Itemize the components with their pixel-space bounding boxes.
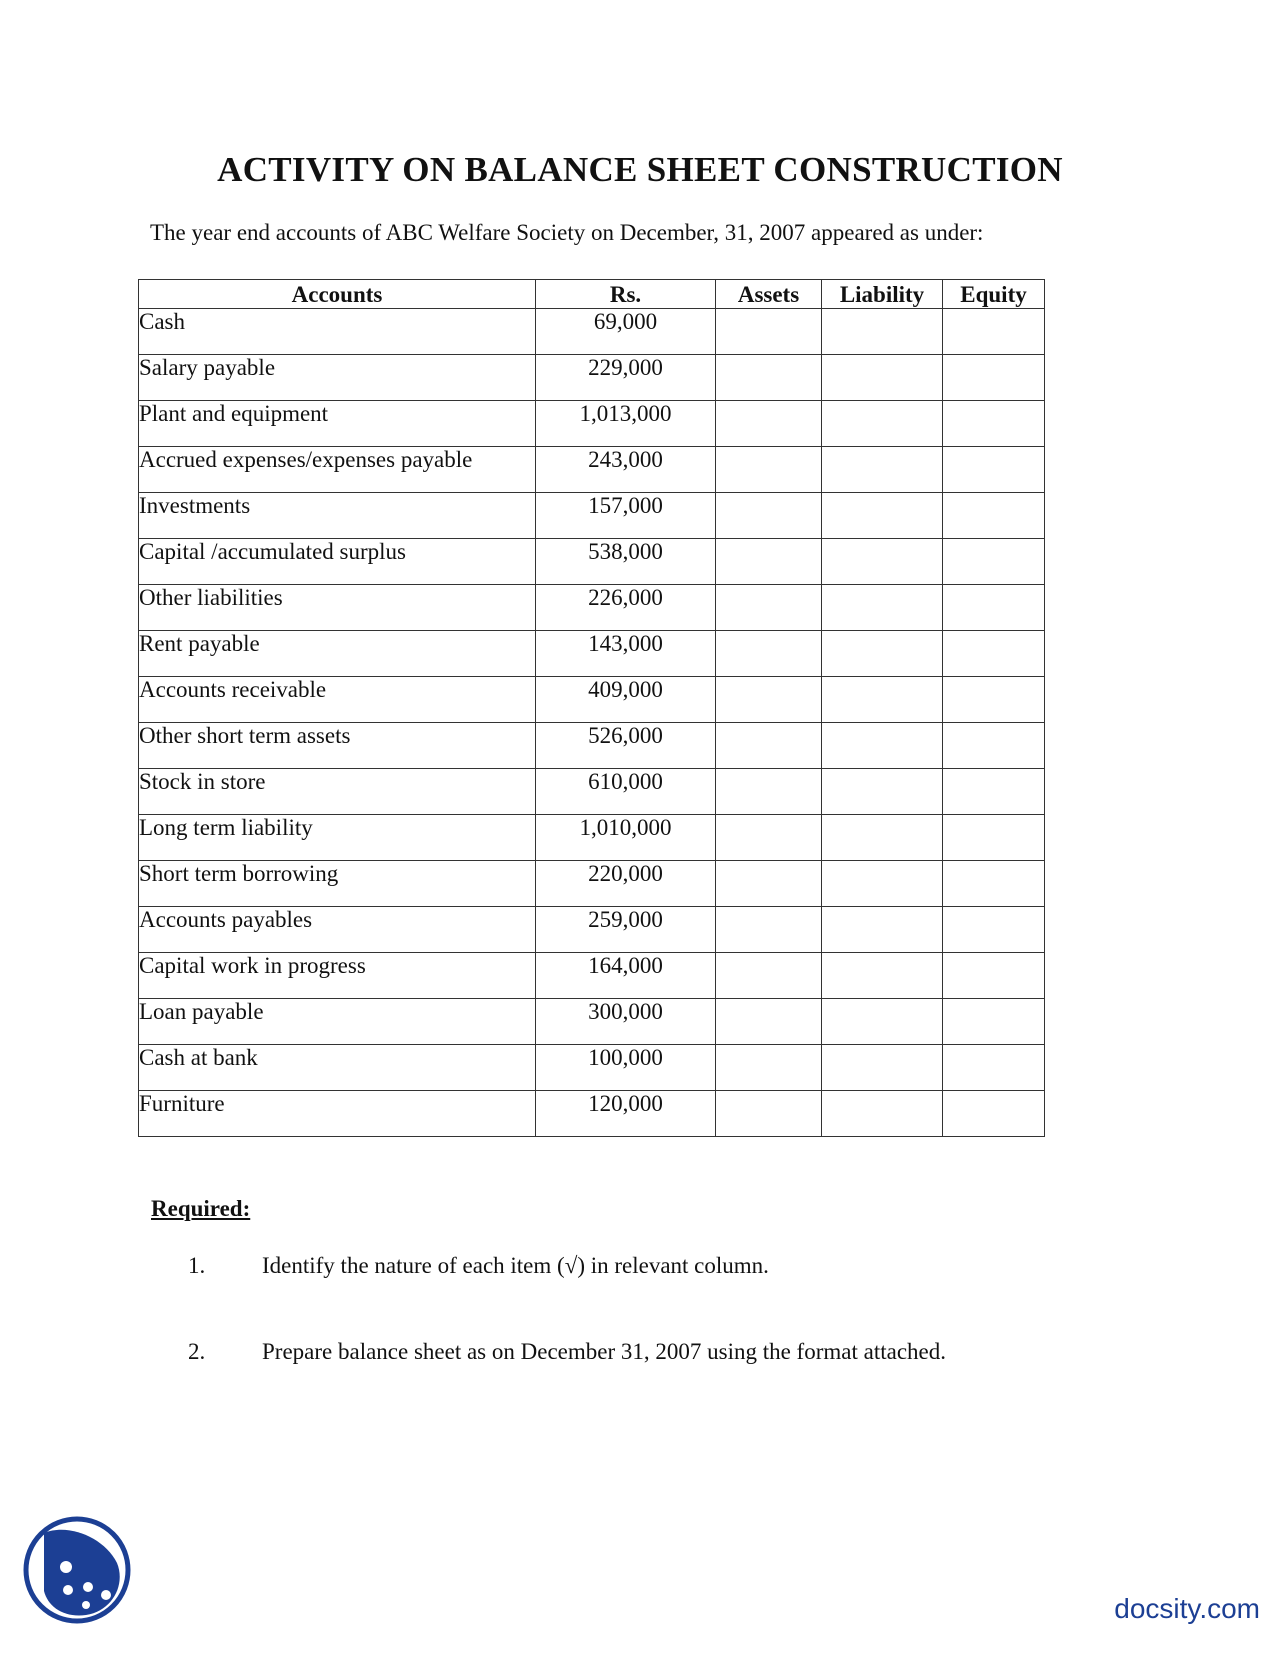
table-row [139, 769, 1045, 815]
intro-text: The year end accounts of ABC Welfare Society on December, 31, 2007 appeared as under: [150, 220, 984, 245]
liability-cell[interactable] [822, 355, 943, 401]
equity-cell[interactable] [943, 1091, 1045, 1137]
account-name-cell: Other short term assets [139, 723, 536, 769]
equity-cell[interactable] [943, 999, 1045, 1045]
account-name-cell: Investments [139, 493, 536, 539]
account-name-cell: Other liabilities [139, 585, 536, 631]
amount-cell: 100,000 [536, 1045, 716, 1091]
table-row [139, 861, 1045, 907]
task-text: Identify the nature of each item (√) in relevant column. [262, 1253, 769, 1278]
table-row [139, 585, 1045, 631]
amount-cell: 143,000 [536, 631, 716, 677]
account-name-cell: Accounts receivable [139, 677, 536, 723]
equity-cell[interactable] [943, 953, 1045, 999]
account-name-cell: Accounts payables [139, 907, 536, 953]
table-row [139, 1045, 1045, 1091]
liability-cell[interactable] [822, 493, 943, 539]
assets-cell[interactable] [716, 907, 822, 953]
equity-cell[interactable] [943, 355, 1045, 401]
amount-cell: 164,000 [536, 953, 716, 999]
liability-cell[interactable] [822, 999, 943, 1045]
liability-cell[interactable] [822, 1045, 943, 1091]
assets-cell[interactable] [716, 355, 822, 401]
equity-cell[interactable] [943, 401, 1045, 447]
assets-cell[interactable] [716, 953, 822, 999]
assets-cell[interactable] [716, 723, 822, 769]
equity-cell[interactable] [943, 815, 1045, 861]
equity-cell[interactable] [943, 861, 1045, 907]
table-row [139, 815, 1045, 861]
liability-cell[interactable] [822, 401, 943, 447]
amount-cell: 1,013,000 [536, 401, 716, 447]
table-row [139, 999, 1045, 1045]
liability-cell[interactable] [822, 309, 943, 355]
assets-cell[interactable] [716, 585, 822, 631]
account-name-cell: Accrued expenses/expenses payable [139, 447, 536, 493]
liability-cell[interactable] [822, 1091, 943, 1137]
assets-cell[interactable] [716, 677, 822, 723]
liability-cell[interactable] [822, 631, 943, 677]
assets-cell[interactable] [716, 1045, 822, 1091]
account-name-cell: Furniture [139, 1091, 536, 1137]
account-name-cell: Cash at bank [139, 1045, 536, 1091]
liability-cell[interactable] [822, 861, 943, 907]
liability-cell[interactable] [822, 447, 943, 493]
table-row [139, 447, 1045, 493]
amount-cell: 226,000 [536, 585, 716, 631]
account-name-cell: Loan payable [139, 999, 536, 1045]
assets-cell[interactable] [716, 493, 822, 539]
amount-cell: 409,000 [536, 677, 716, 723]
liability-cell[interactable] [822, 677, 943, 723]
required-heading: Required: [151, 1196, 251, 1221]
accounts-table [138, 279, 1045, 1137]
assets-cell[interactable] [716, 447, 822, 493]
liability-cell[interactable] [822, 585, 943, 631]
liability-cell[interactable] [822, 953, 943, 999]
account-name-cell: Short term borrowing [139, 861, 536, 907]
account-name-cell: Stock in store [139, 769, 536, 815]
account-name-cell: Cash [139, 309, 536, 355]
account-name-cell: Capital /accumulated surplus [139, 539, 536, 585]
equity-cell[interactable] [943, 309, 1045, 355]
header-accounts: Accounts [139, 280, 536, 309]
equity-cell[interactable] [943, 631, 1045, 677]
page-title: ACTIVITY ON BALANCE SHEET CONSTRUCTION [217, 150, 1063, 189]
header-liability: Liability [822, 280, 943, 309]
equity-cell[interactable] [943, 1045, 1045, 1091]
amount-cell: 259,000 [536, 907, 716, 953]
table-row [139, 355, 1045, 401]
equity-cell[interactable] [943, 723, 1045, 769]
assets-cell[interactable] [716, 769, 822, 815]
account-name-cell: Long term liability [139, 815, 536, 861]
table-row [139, 677, 1045, 723]
table-row [139, 309, 1045, 355]
table-row [139, 401, 1045, 447]
header-rs: Rs. [536, 280, 716, 309]
equity-cell[interactable] [943, 677, 1045, 723]
table-row [139, 953, 1045, 999]
amount-cell: 120,000 [536, 1091, 716, 1137]
table-body [139, 309, 1045, 1137]
table-row [139, 723, 1045, 769]
header-equity: Equity [943, 280, 1045, 309]
amount-cell: 538,000 [536, 539, 716, 585]
table-row [139, 1091, 1045, 1137]
amount-cell: 300,000 [536, 999, 716, 1045]
amount-cell: 157,000 [536, 493, 716, 539]
amount-cell: 243,000 [536, 447, 716, 493]
docsity-brand-link[interactable]: docsity.com [1114, 1593, 1260, 1624]
liability-cell[interactable] [822, 723, 943, 769]
task-text: Prepare balance sheet as on December 31, 2007 using the format attached. [262, 1339, 946, 1364]
assets-cell[interactable] [716, 861, 822, 907]
amount-cell: 220,000 [536, 861, 716, 907]
liability-cell[interactable] [822, 539, 943, 585]
assets-cell[interactable] [716, 309, 822, 355]
assets-cell[interactable] [716, 401, 822, 447]
amount-cell: 610,000 [536, 769, 716, 815]
liability-cell[interactable] [822, 815, 943, 861]
equity-cell[interactable] [943, 447, 1045, 493]
amount-cell: 1,010,000 [536, 815, 716, 861]
assets-cell[interactable] [716, 815, 822, 861]
account-name-cell: Salary payable [139, 355, 536, 401]
amount-cell: 69,000 [536, 309, 716, 355]
table-row [139, 631, 1045, 677]
account-name-cell: Plant and equipment [139, 401, 536, 447]
equity-cell[interactable] [943, 493, 1045, 539]
table-row [139, 907, 1045, 953]
amount-cell: 526,000 [536, 723, 716, 769]
table-header-row [139, 280, 1045, 309]
assets-cell[interactable] [716, 1091, 822, 1137]
table-row [139, 493, 1045, 539]
assets-cell[interactable] [716, 539, 822, 585]
task-number: 2. [188, 1339, 206, 1364]
docsity-logo-icon [22, 1515, 132, 1625]
table-row [139, 539, 1045, 585]
amount-cell: 229,000 [536, 355, 716, 401]
header-assets: Assets [716, 280, 822, 309]
liability-cell[interactable] [822, 769, 943, 815]
equity-cell[interactable] [943, 769, 1045, 815]
liability-cell[interactable] [822, 907, 943, 953]
equity-cell[interactable] [943, 539, 1045, 585]
equity-cell[interactable] [943, 907, 1045, 953]
equity-cell[interactable] [943, 585, 1045, 631]
account-name-cell: Capital work in progress [139, 953, 536, 999]
task-number: 1. [188, 1253, 206, 1278]
account-name-cell: Rent payable [139, 631, 536, 677]
assets-cell[interactable] [716, 999, 822, 1045]
assets-cell[interactable] [716, 631, 822, 677]
